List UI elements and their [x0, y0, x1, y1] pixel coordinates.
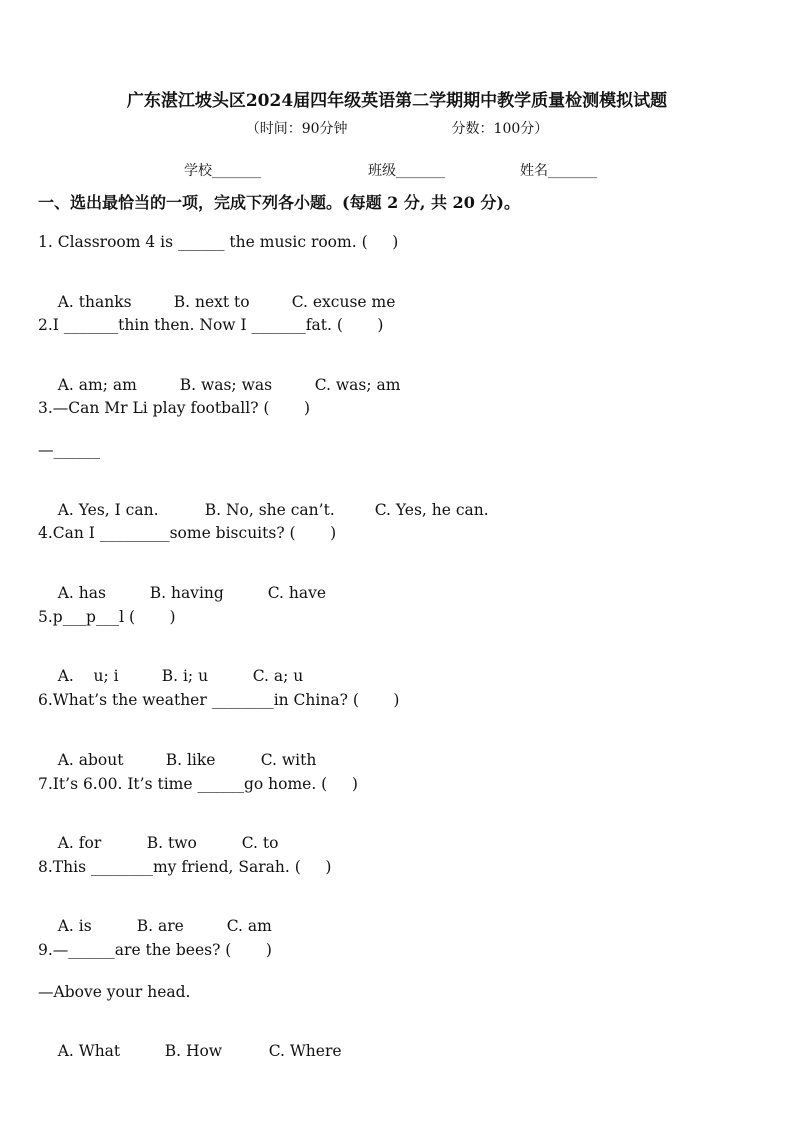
- option-c[interactable]: C. with: [260, 751, 317, 769]
- option-a[interactable]: A. is: [57, 917, 92, 935]
- option-a[interactable]: A. about: [57, 751, 124, 769]
- option-c[interactable]: C. excuse me: [291, 293, 396, 311]
- name-field[interactable]: 姓名_______: [520, 163, 597, 179]
- question-8: 8.This ________my friend, Sarah. ( ): [38, 858, 332, 876]
- option-c[interactable]: C. was; am: [314, 376, 401, 394]
- option-c[interactable]: C. Where: [268, 1042, 342, 1060]
- option-b[interactable]: B. next to: [173, 293, 250, 311]
- question-6: 6.What’s the weather ________in China? ( ): [38, 691, 400, 709]
- question-4: 4.Can I _________some biscuits? ( ): [38, 524, 337, 542]
- option-b[interactable]: B. How: [164, 1042, 223, 1060]
- section-heading: 一、选出最恰当的一项，完成下列各小题。(每题 2 分, 共 20 分)。: [38, 193, 520, 212]
- exam-info: [0, 118, 794, 138]
- option-b[interactable]: B. No, she can’t.: [204, 501, 335, 519]
- option-a[interactable]: A. What: [57, 1042, 121, 1060]
- option-a[interactable]: A. u; i: [57, 667, 119, 685]
- question-9-answer: —Above your head.: [38, 983, 191, 1001]
- option-c[interactable]: C. have: [267, 584, 327, 602]
- option-a[interactable]: A. Yes, I can.: [57, 501, 159, 519]
- question-5: 5.p___p___l ( ): [38, 608, 176, 626]
- question-7: 7.It’s 6.00. It’s time ______go home. ( ): [38, 775, 358, 793]
- question-1: 1. Classroom 4 is ______ the music room. ( ): [38, 233, 399, 251]
- option-b[interactable]: B. are: [136, 917, 184, 935]
- score-info: 分数：100分）: [451, 121, 549, 137]
- option-b[interactable]: B. two: [146, 834, 197, 852]
- option-c[interactable]: C. to: [241, 834, 279, 852]
- option-a[interactable]: A. thanks: [57, 293, 132, 311]
- option-b[interactable]: B. was; was: [179, 376, 273, 394]
- option-b[interactable]: B. i; u: [161, 667, 209, 685]
- question-3: 3.—Can Mr Li play football? ( ): [38, 399, 311, 417]
- time-info: （时间：90分钟: [245, 121, 348, 137]
- school-field[interactable]: 学校_______: [184, 163, 261, 179]
- option-b[interactable]: B. having: [149, 584, 224, 602]
- option-c[interactable]: C. Yes, he can.: [374, 501, 489, 519]
- question-9: 9.—______are the bees? ( ): [38, 941, 272, 959]
- option-a[interactable]: A. has: [57, 584, 106, 602]
- option-a[interactable]: A. for: [57, 834, 102, 852]
- option-c[interactable]: C. a; u: [252, 667, 304, 685]
- page-title: 广东湛江坡头区2024届四年级英语第二学期期中教学质量检测模拟试题: [126, 91, 668, 111]
- class-field[interactable]: 班级_______: [368, 163, 445, 179]
- options-9: [38, 1024, 342, 1078]
- option-b[interactable]: B. like: [165, 751, 216, 769]
- question-3-answer-line: —______: [38, 441, 100, 459]
- option-a[interactable]: A. am; am: [57, 376, 137, 394]
- question-2: 2.I _______thin then. Now I _______fat. ( ): [38, 316, 384, 334]
- option-c[interactable]: C. am: [226, 917, 272, 935]
